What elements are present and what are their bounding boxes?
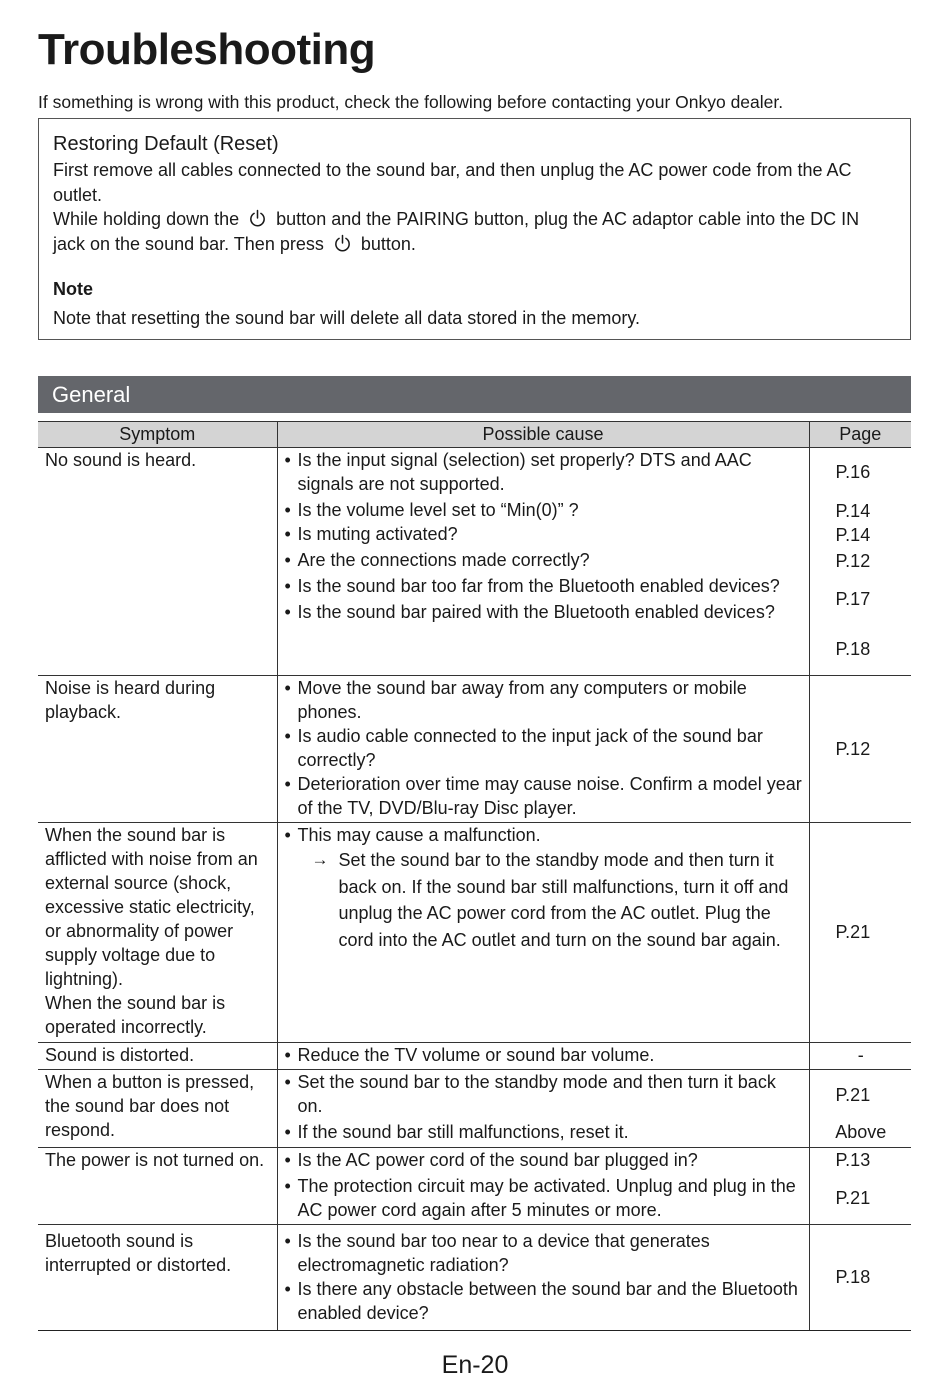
symptom-cell: No sound is heard. [38, 448, 277, 676]
cause-item: • Is muting activated? [285, 522, 803, 546]
page-cell [809, 1148, 911, 1225]
cause-item: • Is the sound bar too far from the Bluetooth enabled devices? [285, 574, 803, 598]
table-row [38, 448, 911, 676]
symptom-cell [38, 823, 277, 1043]
cause-item: • Move the sound bar away from any computers or mobile phones. [285, 676, 803, 724]
header-page: Page [809, 422, 911, 448]
cause-cell [277, 1070, 809, 1148]
table-row [38, 1148, 911, 1225]
page-cell [809, 448, 911, 676]
page-cell [809, 1070, 911, 1148]
cause-item: • Is the sound bar paired with the Bluetooth enabled devices? [285, 600, 803, 624]
symptom-cell: Bluetooth sound is interrupted or distorted. [38, 1225, 277, 1331]
reset-step-text-a: While holding down the [53, 209, 240, 229]
reset-step-text-b: button and the PAIRING button, plug the AC adaptor cable into the DC IN jack on the sound bar. Then press [53, 209, 860, 254]
cause-item: • Is audio cable connected to the input jack of the sound bar correctly? [285, 724, 803, 772]
reset-step-hold [53, 207, 896, 256]
power-icon [248, 209, 267, 228]
symptom-cell: Sound is distorted. [38, 1043, 277, 1070]
page-cell [809, 823, 911, 1043]
cause-item: • Set the sound bar to the standby mode and then turn it back on. [285, 1070, 803, 1118]
table-row [38, 823, 911, 1043]
cause-sub-item [285, 847, 803, 953]
cause-item: • Is the sound bar too near to a device that generates electromagnetic radiation? [285, 1229, 803, 1277]
page-ref: Above [835, 1122, 887, 1142]
cause-cell [277, 823, 809, 1043]
page-ref: P.18 [835, 1267, 871, 1287]
page-ref: P.12 [835, 551, 871, 571]
power-icon [333, 234, 352, 253]
table-row [38, 1043, 911, 1070]
intro-text: If something is wrong with this product, check the following before contacting your Onkyo dealer. [38, 92, 784, 112]
table-row [38, 1070, 911, 1148]
header-symptom: Symptom [38, 422, 277, 448]
cause-cell [277, 448, 809, 676]
page-ref: P.17 [835, 589, 871, 609]
cause-item: • Is the input signal (selection) set properly? DTS and AAC signals are not supported. [285, 448, 803, 496]
page-ref: P.12 [835, 739, 871, 759]
cause-item: • The protection circuit may be activated. Unplug and plug in the AC power cord again after 5 minutes or more. [285, 1174, 803, 1222]
page-number: En-20 [441, 1351, 509, 1379]
cause-item: • This may cause a malfunction. [285, 823, 803, 847]
table-header-row [38, 422, 911, 448]
table-row [38, 1225, 911, 1331]
page-ref: P.21 [835, 1188, 871, 1208]
symptom-cell: Noise is heard during playback. [38, 676, 277, 823]
cause-cell [277, 1043, 809, 1070]
cause-item: • Is there any obstacle between the sound bar and the Bluetooth enabled device? [285, 1277, 803, 1325]
cause-item: • Deterioration over time may cause noise. Confirm a model year of the TV, DVD/Blu-ray Disc player. [285, 772, 803, 820]
header-possible-cause: Possible cause [277, 422, 809, 448]
arrow-right-icon: → [311, 850, 329, 869]
note-text: Note that resetting the sound bar will delete all data stored in the memory. [53, 307, 640, 328]
troubleshooting-table [38, 421, 911, 1331]
cause-item: • If the sound bar still malfunctions, reset it. [285, 1120, 803, 1144]
cause-item: • Is the AC power cord of the sound bar plugged in? [285, 1148, 803, 1172]
symptom-text: When the sound bar is operated incorrectly. [45, 993, 226, 1037]
cause-item: • Are the connections made correctly? [285, 548, 803, 572]
cause-cell [277, 1225, 809, 1331]
reset-instructions-box [38, 118, 911, 340]
page-title: Troubleshooting [38, 25, 376, 74]
page-ref: P.21 [835, 1085, 871, 1105]
page-cell [809, 1225, 911, 1331]
symptom-cell: When a button is pressed, the sound bar does not respond. [38, 1070, 277, 1148]
page-ref: P.14 [835, 501, 871, 521]
symptom-cell: The power is not turned on. [38, 1148, 277, 1225]
section-header-general: General [38, 376, 911, 413]
reset-title: Restoring Default (Reset) [53, 133, 279, 155]
cause-item: • Is the volume level set to “Min(0)” ? [285, 498, 803, 522]
page-ref: P.13 [835, 1150, 871, 1170]
page-ref: P.18 [835, 639, 871, 659]
page-cell [809, 1043, 911, 1070]
page-cell [809, 676, 911, 823]
cause-sub-text: Set the sound bar to the standby mode and then turn it back on. If the sound bar still malfunctions, turn it off and unplug the AC power cord from the AC outlet. Plug the cord into the AC outlet and turn on the sound bar again. [338, 850, 789, 950]
cause-cell [277, 1148, 809, 1225]
cause-item: • Reduce the TV volume or sound bar volume. [285, 1043, 803, 1067]
note-label: Note [53, 279, 93, 299]
reset-step-text-c: button. [360, 233, 416, 254]
page-ref: P.16 [835, 462, 871, 482]
cause-cell [277, 676, 809, 823]
reset-step-unplug: First remove all cables connected to the sound bar, and then unplug the AC power code from the AC outlet. [53, 160, 852, 205]
table-row [38, 676, 911, 823]
page-ref: - [857, 1045, 864, 1065]
page-ref: P.21 [835, 922, 871, 942]
symptom-text: When the sound bar is afflicted with noise from an external source (shock, excessive static electricity, or abnormality of power supply voltage due to lightning). [45, 825, 258, 989]
page-ref: P.14 [835, 525, 871, 545]
